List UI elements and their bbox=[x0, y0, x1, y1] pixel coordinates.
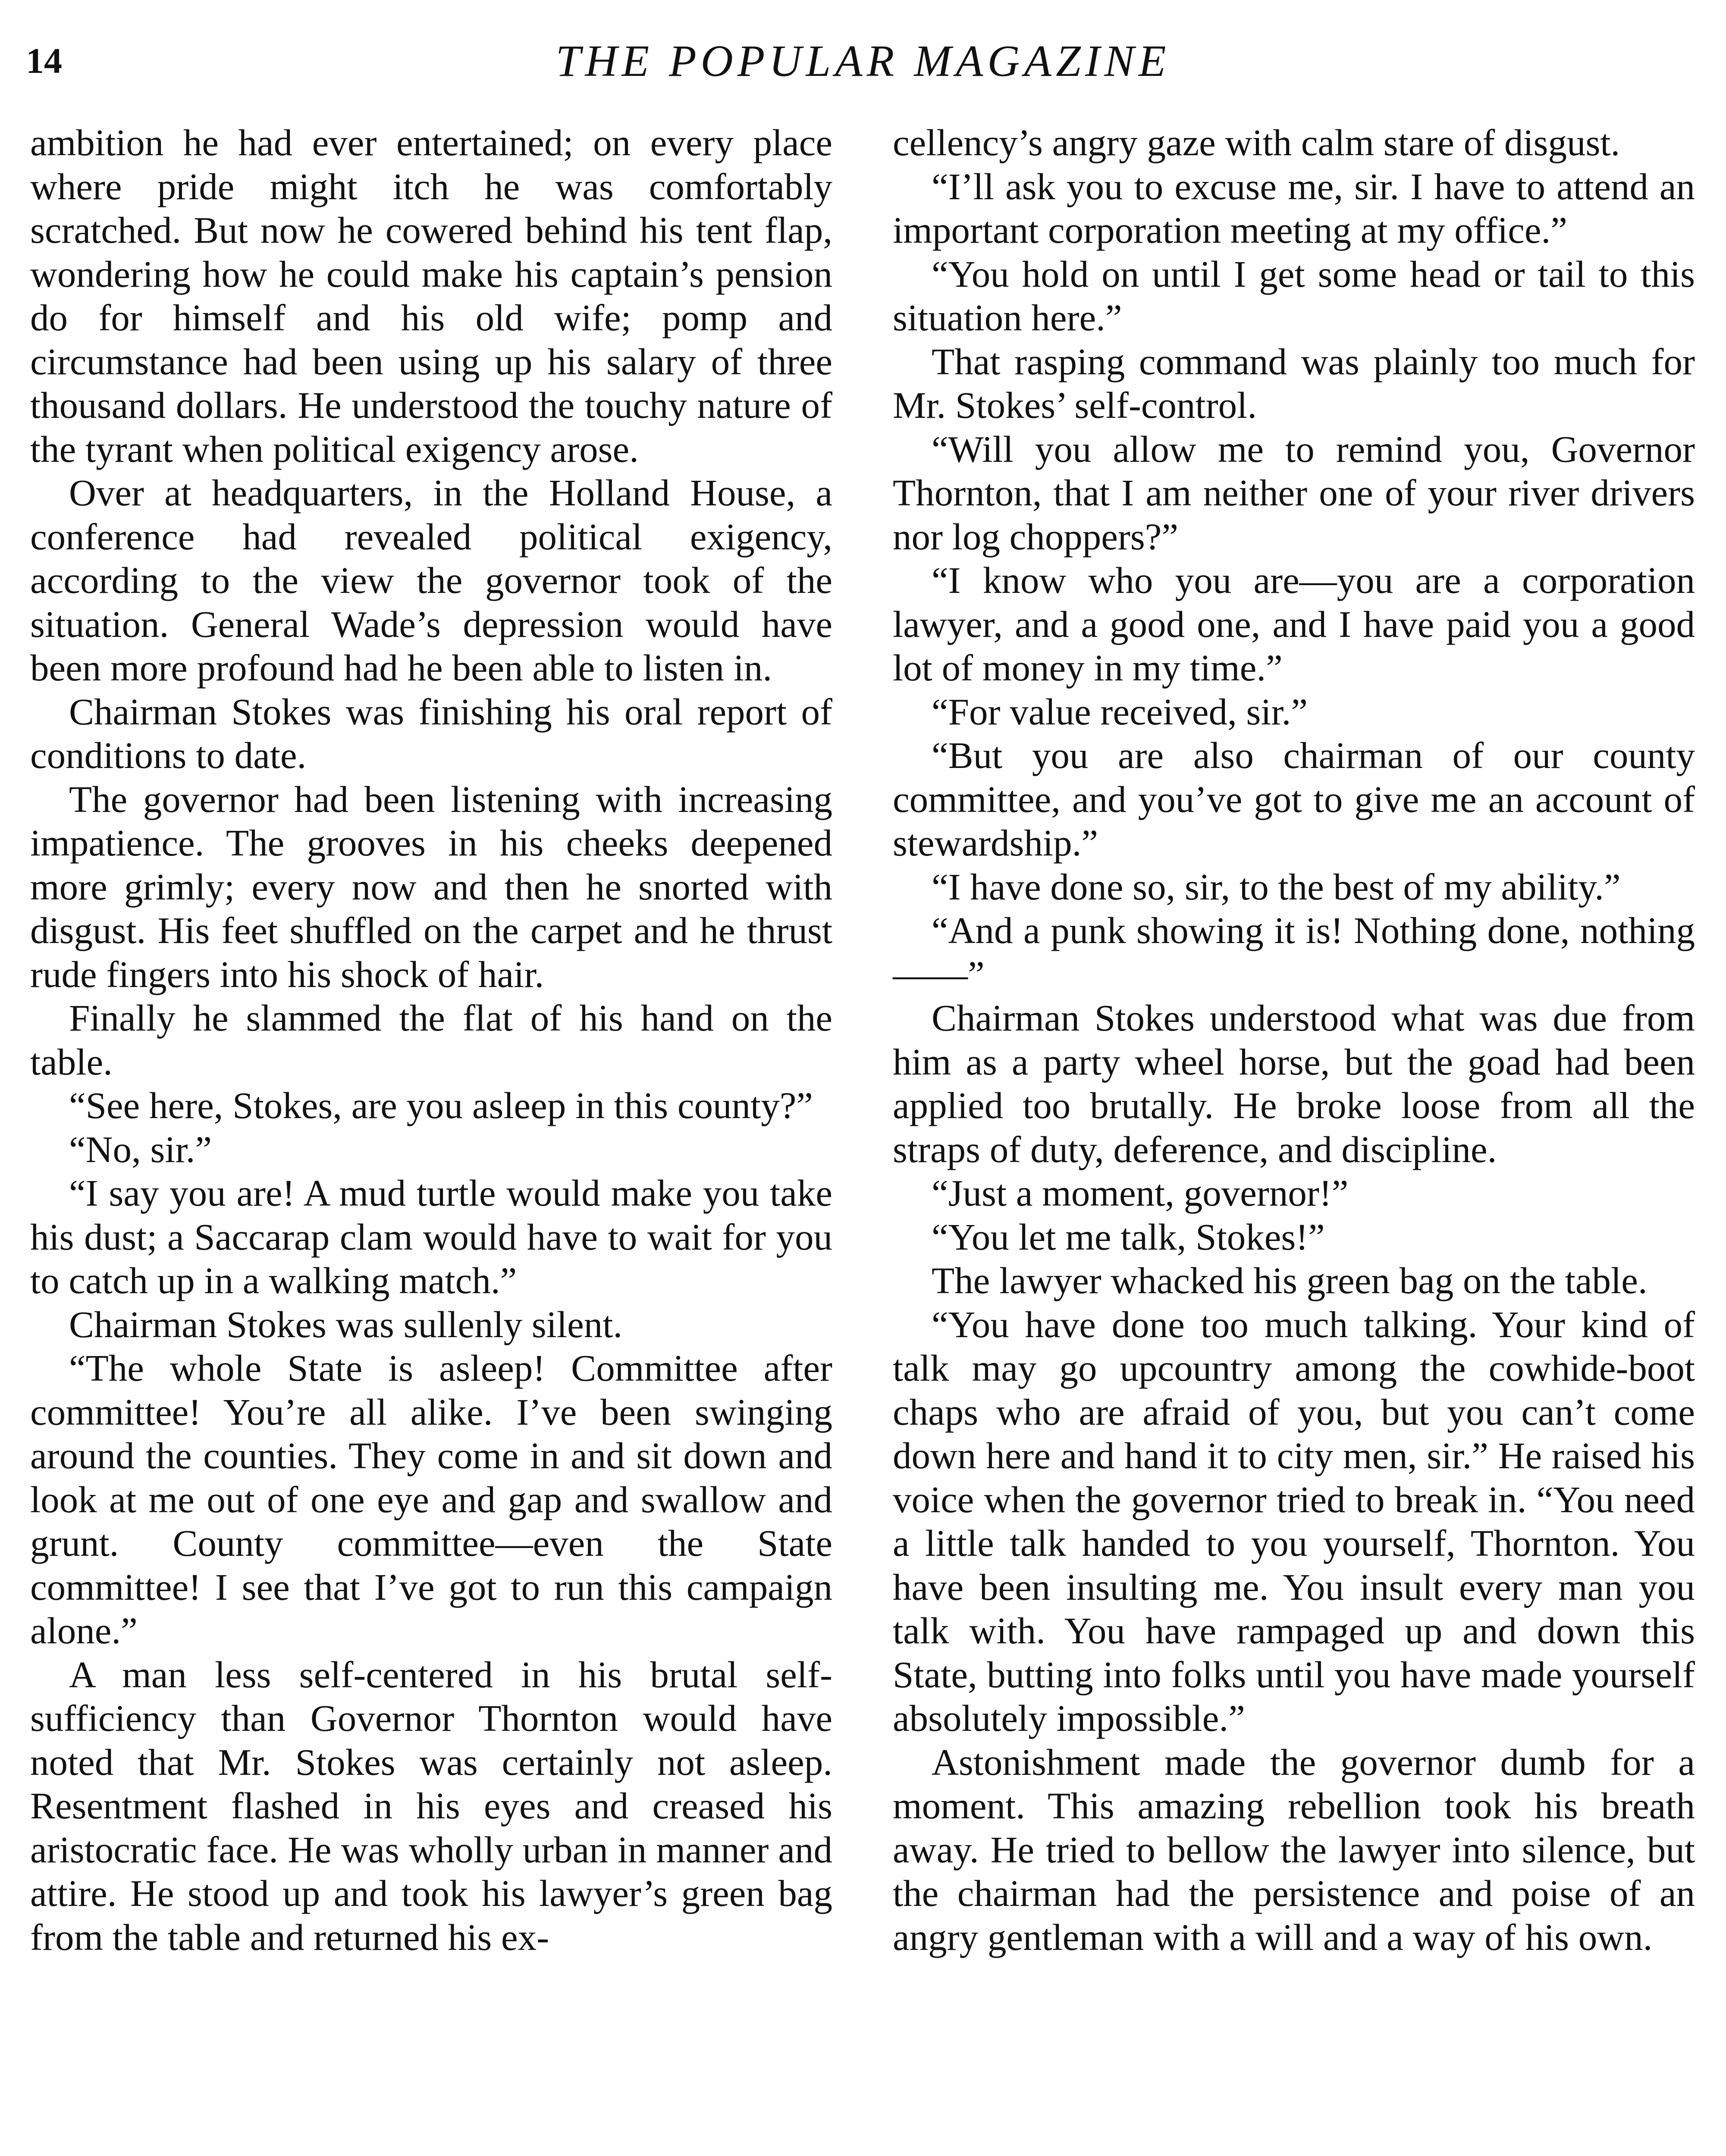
paragraph: Over at headquarters, in the Holland House, a conference had revealed political exigency, according to the view the governor took of the situation. General Wade’s depression would have been more profound had he been able to listen in. bbox=[30, 472, 832, 689]
paragraph: “The whole State is asleep! Committee after committee! You’re all alike. I’ve been swinging around the counties. They come in and sit down and look at me out of one eye and gap and swallow and grunt. County committee—even the State committee! I see that I’ve got to run this campaign alone.” bbox=[30, 1347, 832, 1651]
paragraph: “I’ll ask you to excuse me, sir. I have to attend an important corporation meeting at my office.” bbox=[893, 165, 1695, 251]
paragraph: “You hold on until I get some head or tail to this situation here.” bbox=[893, 253, 1695, 338]
page-header bbox=[26, 30, 1700, 95]
paragraph: “But you are also chairman of our county committee, and you’ve got to give me an account of stewardship.” bbox=[893, 734, 1695, 864]
paragraph: “And a punk showing it is! Nothing done, nothing——” bbox=[893, 909, 1695, 995]
paragraph: “For value received, sir.” bbox=[932, 690, 1308, 733]
running-title: THE POPULAR MAGAZINE bbox=[555, 36, 1171, 86]
paragraph: Astonishment made the governor dumb for a moment. This amazing rebellion took his breath away. He tried to bellow the lawyer into silence, but the chairman had the persistence and poise of an angry gentleman with a will and a way of his own. bbox=[893, 1741, 1695, 1958]
paragraph: Chairman Stokes was sullenly silent. bbox=[69, 1303, 623, 1345]
paragraph: The lawyer whacked his green bag on the table. bbox=[932, 1260, 1648, 1301]
right-column bbox=[893, 121, 1695, 1959]
paragraph: “See here, Stokes, are you asleep in this county?” bbox=[69, 1084, 813, 1126]
paragraph: “You let me talk, Stokes!” bbox=[932, 1216, 1325, 1258]
paragraph: ambition he had ever entertained; on every place where pride might itch he was comfortably scratched. But now he cowered behind his tent flap, wondering how he could make his captain’s pension do for himself and his old wife; pomp and circumstance had been using up his salary of three thousand dollars. He understood the touchy nature of the tyrant when political exigency arose. bbox=[30, 122, 832, 470]
page-number: 14 bbox=[26, 41, 62, 81]
paragraph: Chairman Stokes was finishing his oral report of conditions to date. bbox=[30, 690, 832, 776]
paragraph: cellency’s angry gaze with calm stare of disgust. bbox=[893, 122, 1620, 163]
paragraph: “Will you allow me to remind you, Governor Thornton, that I am neither one of your river drivers nor log choppers?” bbox=[893, 428, 1695, 558]
paragraph: “You have done too much talking. Your kind of talk may go upcountry among the cowhide-boot chaps who are afraid of you, but you can’t come down here and hand it to city men, sir.” He raised his voice when the governor tried to break in. “You need a little talk handed to you yourself, Thornton. You have been insulting me. You insult every man you talk with. You have rampaged up and down this State, butting into folks until you have made yourself absolutely impossible.” bbox=[893, 1303, 1695, 1739]
paragraph: Chairman Stokes understood what was due from him as a party wheel horse, but the goad had been applied too brutally. He broke loose from all the straps of duty, deference, and discipline. bbox=[893, 997, 1695, 1170]
paragraph: Finally he slammed the flat of his hand on the table. bbox=[30, 997, 832, 1083]
paragraph: The governor had been listening with increasing impatience. The grooves in his cheeks deepened more grimly; every now and then he snorted with disgust. His feet shuffled on the carpet and he thrust rude fingers into his shock of hair. bbox=[30, 778, 832, 995]
paragraph: “I say you are! A mud turtle would make you take his dust; a Saccarap clam would have to wait for you to catch up in a walking match.” bbox=[30, 1172, 832, 1301]
paragraph: That rasping command was plainly too much for Mr. Stokes’ self-control. bbox=[893, 340, 1695, 426]
paragraph: “I know who you are—you are a corporation lawyer, and a good one, and I have paid you a good lot of money in my time.” bbox=[893, 559, 1695, 689]
left-column bbox=[30, 121, 832, 1959]
paragraph: “Just a moment, governor!” bbox=[932, 1172, 1349, 1214]
paragraph: A man less self-centered in his brutal self-sufficiency than Governor Thornton would have noted that Mr. Stokes was certainly not asleep. Resentment flashed in his eyes and creased his aristocratic face. He was wholly urban in manner and attire. He stood up and took his lawyer’s green bag from the table and returned his ex- bbox=[30, 1653, 832, 1958]
paragraph: “I have done so, sir, to the best of my ability.” bbox=[932, 865, 1621, 908]
paragraph: “No, sir.” bbox=[69, 1128, 212, 1170]
